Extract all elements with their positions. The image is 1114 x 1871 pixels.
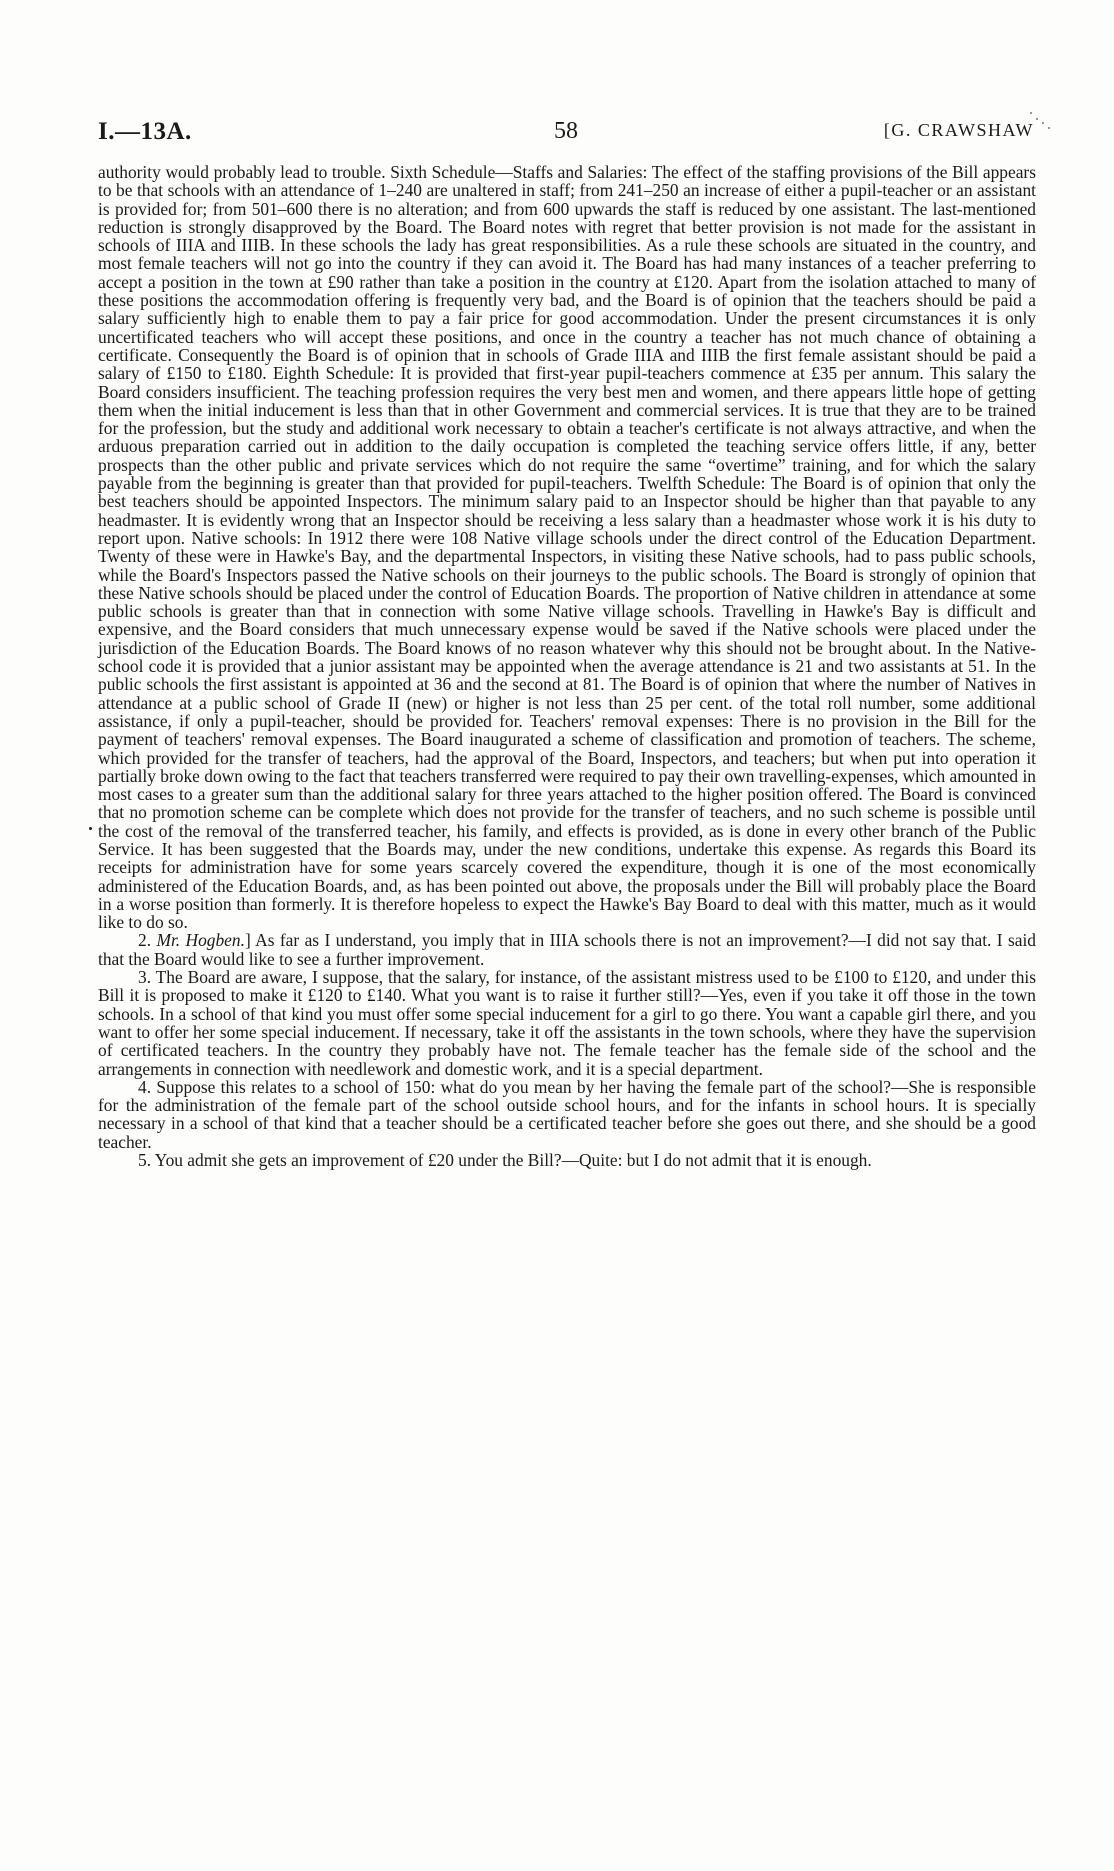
margin-mark xyxy=(89,827,92,830)
question-text: You admit she gets an improvement of £20 under the Bill?—Quite: but I do not admit that it is enough. xyxy=(154,1150,872,1171)
question-number: 2. xyxy=(138,930,152,951)
scan-speck-marks xyxy=(1030,112,1052,132)
question-5 xyxy=(98,1151,1036,1169)
statement-paragraph: authority would probably lead to trouble. Sixth Schedule—Staffs and Salaries: The effect of the staffing provisions of the Bill appears to be that schools with an attendance of 1–240 are unaltered in staff; from 241–250 an increase of either a pupil-teacher or an assistant is provided for; from 501–600 there is no alteration; and from 600 upwards the staff is reduced by one assistant. The last-mentioned reduction is strongly disapproved by the Board. The Board notes with regret that better provision is not made for the assistant in schools of IIIA and IIIB. In these schools the lady has great responsibilities. As a rule these schools are situated in the country, and most female teachers will not go into the country if they can avoid it. The Board has had many instances of a teacher preferring to accept a position in the town at £90 rather than take a position in the country at £120. Apart from the isolation attached to many of these positions the accommodation offering is frequently very bad, and the Board is of opinion that the teachers should be paid a salary sufficiently high to enable them to pay a fair price for good accommodation. Under the present circumstances it is only uncertificated teachers who will accept these positions, and once in the country a teacher has not much chance of obtaining a certificate. Consequently the Board is of opinion that in schools of Grade IIIA and IIIB the first female assistant should be paid a salary of £150 to £180. Eighth Schedule: It is provided that first-year pupil-teachers commence at £35 per annum. This salary the Board considers insufficient. The teaching profession requires the very best men and women, and there appears little hope of getting them when the initial inducement is less than that in other Government and commercial services. It is true that they are to be trained for the profession, but the study and additional work necessary to obtain a teacher's certificate is not always attractive, and when the arduous preparation carried out in addition to the daily occupation is completed the teaching service offers little, if any, better prospects than the other public and private services which do not require the same “overtime” training, and for which the salary payable from the beginning is greater than that provided for pupil-teachers. Twelfth Schedule: The Board is of opinion that only the best teachers should be appointed Inspectors. The minimum salary paid to an Inspector should be higher than that payable to any headmaster. It is evidently wrong that an Inspector should be receiving a less salary than a headmaster whose work it is his duty to report upon. Native schools: In 1912 there were 108 Native village schools under the direct control of the Education Department. Twenty of these were in Hawke's Bay, and the departmental Inspectors, in visiting these Native schools, had to pass public schools, while the Board's Inspectors passed the Native schools on their journeys to the public schools. The Board is strongly of opinion that these Native schools should be placed under the control of Education Boards. The proportion of Native children in attendance at some public schools is greater than that in connection with some Native village schools. Travelling in Hawke's Bay is difficult and expensive, and the Board considers that much unnecessary expense would be saved if the Native schools were placed under the jurisdiction of the Education Boards. The Board knows of no reason whatever why this should not be brought about. In the Native-school code it is provided that a junior assistant may be appointed when the average attendance is 21 and two assistants at 51. In the public schools the first assistant is appointed at 36 and the second at 81. The Board is of opinion that where the number of Natives in attendance at a public school of Grade II (new) or higher is not less than 25 per cent. of the total roll number, some additional assistance, if only a pupil-teacher, should be provided for. Teachers' removal expenses: There is no provision in the Bill for the payment of teachers' removal expenses. The Board inaugurated a scheme of classification and promotion of teachers. The scheme, which provided for the transfer of teachers, had the approval of the Board, Inspectors, and teachers; but when put into operation it partially broke down owing to the fact that teachers transferred were required to pay their own travelling-expenses, which amounted in most cases to a greater sum than the additional salary for three years attached to the higher position offered. The Board is convinced that no promotion scheme can be complete which does not provide for the transfer of teachers, and no such scheme is possible until the cost of the removal of the transferred teacher, his family, and effects is provided, as is done in every other branch of the Public Service. It has been suggested that the Boards may, under the new conditions, undertake this expense. As regards this Board its receipts for administration have for some years scarcely covered the expenditure, though it is one of the most economically administered of the Education Boards, and, as has been pointed out above, the proposals under the Bill will probably place the Board in a worse position than formerly. It is therefore hopeless to expect the Hawke's Bay Board to deal with this matter, much as it would like to do so. xyxy=(98,162,1036,933)
page-number: 58 xyxy=(554,118,578,144)
paper-reference: I.—13A. xyxy=(98,118,192,145)
question-3 xyxy=(98,968,1036,1078)
question-number: 3. xyxy=(138,967,152,988)
question-4 xyxy=(98,1078,1036,1151)
question-number: 5. xyxy=(138,1150,152,1171)
question-text: The Board are aware, I suppose, that the salary, for instance, of the assistant mistress used to be £100 to £120, and under this Bill it is proposed to make it £120 to £140. What you want is to raise it further still?—Yes, even if you take it off those in the town schools. In a school of that kind you must offer some special inducement for a girl to go there. You want a capable girl there, and you want to offer her some special inducement. If necessary, take it off the assistants in the town schools, where they have the supervision of certificated teachers. In the country they probably have not. The female teacher has the female side of the school and the arrangements in connection with needlework and domestic work, and it is a special department. xyxy=(98,967,1036,1079)
question-text: ] As far as I understand, you imply that in IIIA schools there is not an improvement?—I did not say that. I said that the Board would like to see a further improvement. xyxy=(98,930,1036,969)
question-2 xyxy=(98,931,1036,968)
question-text: Suppose this relates to a school of 150: what do you mean by her having the female part of the school?—She is responsible for the administration of the female part of the school outside school hours, and for the infants in school hours. It is specially necessary in a school of that kind that a teacher should be a certificated teacher before she goes out there, and she should be a good teacher. xyxy=(98,1076,1036,1152)
witness-name: [G. CRAWSHAW xyxy=(883,120,1034,140)
speaker-name: Mr. Hogben. xyxy=(156,930,245,951)
page-header xyxy=(98,118,1034,148)
page-body xyxy=(98,163,1036,1169)
question-number: 4. xyxy=(138,1076,152,1097)
